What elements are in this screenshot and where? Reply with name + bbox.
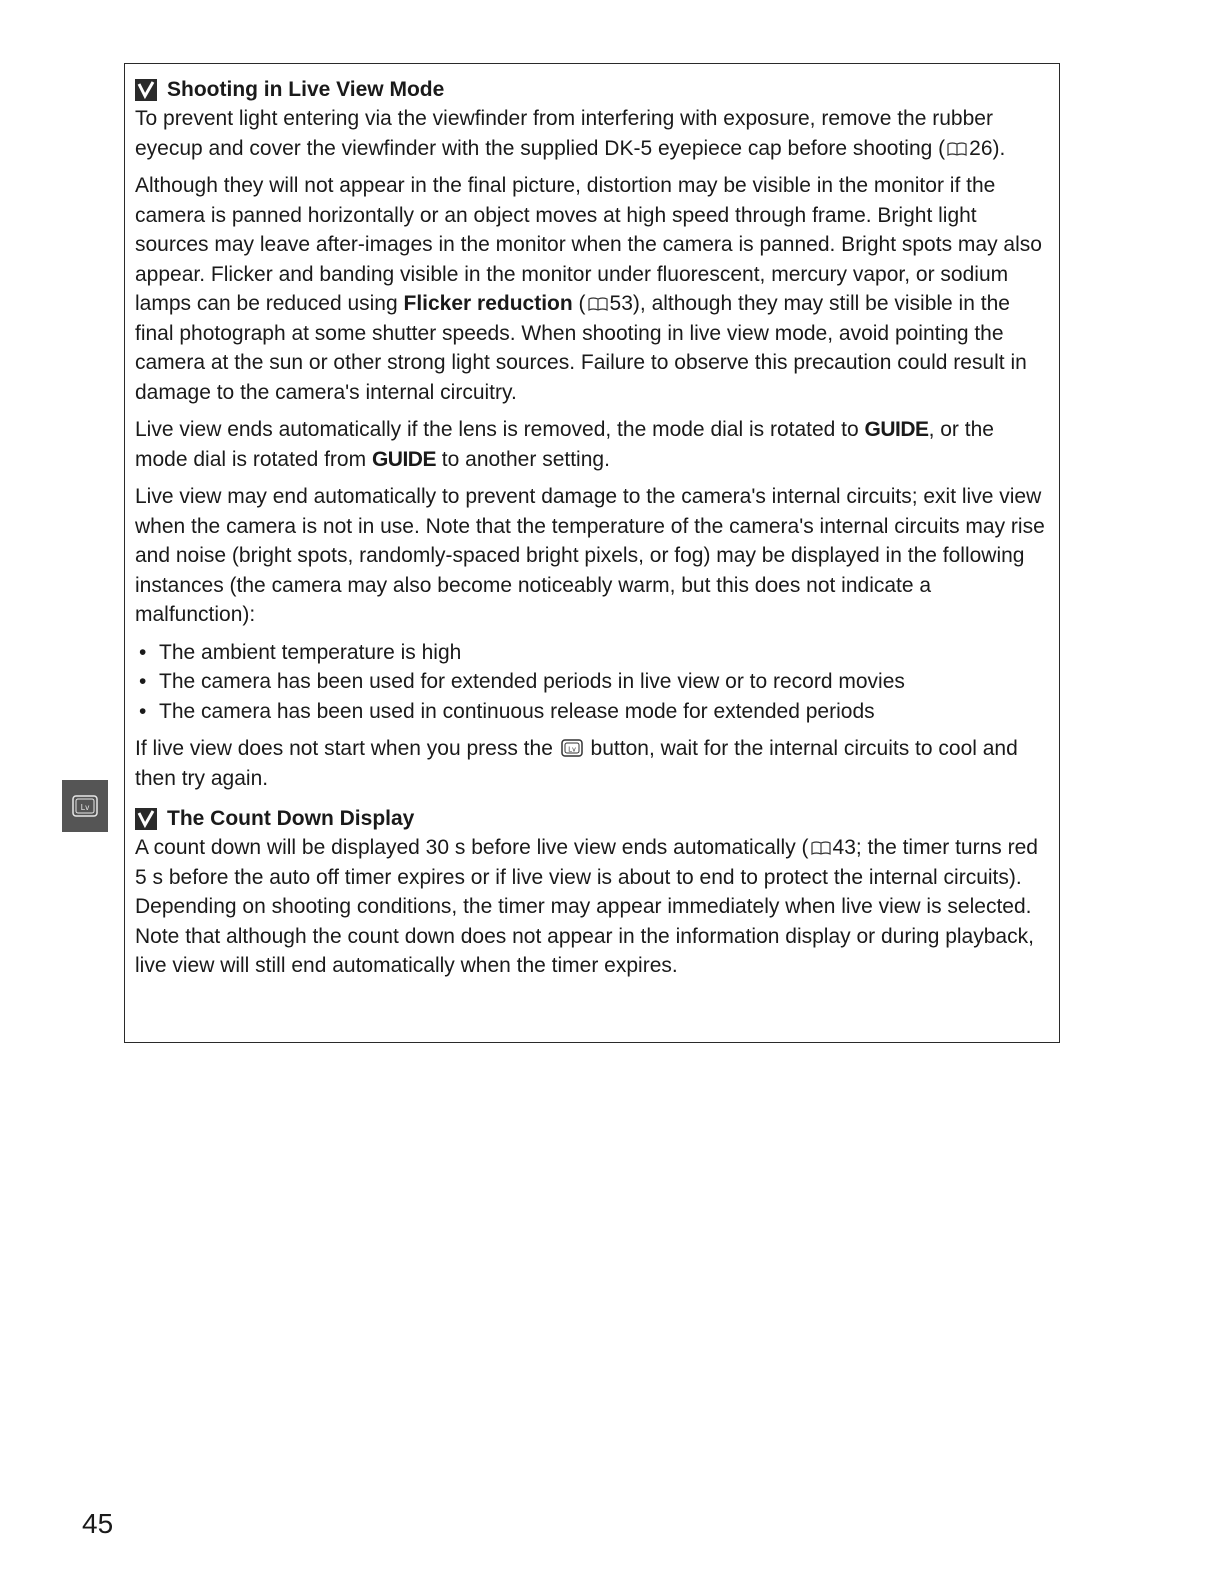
list-item: • The camera has been used in continuous release mode for extended periods — [135, 697, 1045, 727]
guide-mode-label: GUIDE — [864, 418, 929, 441]
paragraph: To prevent light entering via the viewfinder from interfering with exposure, remove the rubber eyecup and cover the viewfinder with the supplied DK-5 eyepiece cap before shooting ( 26). — [135, 107, 1006, 160]
caution-check-icon — [135, 79, 157, 101]
section-shooting-live-view — [135, 76, 1045, 793]
guide-mode-label: GUIDE — [371, 447, 436, 471]
bullet-list — [135, 638, 1045, 727]
chapter-tab-live-view — [62, 780, 108, 832]
page-number: 45 — [82, 1508, 114, 1539]
paragraph: Live view ends automatically if the lens is removed, the mode dial is rotated to GUIDE, or the mode dial is rotated from GUIDE to another setting. — [135, 418, 994, 471]
svg-text:Lv: Lv — [568, 746, 576, 754]
book-reference-icon — [947, 141, 967, 157]
section-count-down-display — [135, 805, 1045, 981]
list-item: • The camera has been used for extended periods in live view or to record movies — [135, 667, 1045, 697]
heading-text: Shooting in Live View Mode — [167, 78, 445, 101]
book-reference-icon — [588, 296, 608, 312]
live-view-icon — [72, 795, 98, 817]
heading-text: The Count Down Display — [167, 807, 415, 830]
note-box — [124, 63, 1060, 1043]
live-view-button-icon — [561, 739, 583, 757]
book-reference-icon — [811, 840, 831, 856]
caution-check-icon — [135, 808, 157, 830]
menu-item-flicker-reduction: Flicker reduction — [403, 292, 573, 315]
list-item: • The ambient temperature is high — [135, 638, 1045, 668]
svg-text:Lv: Lv — [80, 803, 90, 812]
section-heading — [135, 805, 1045, 833]
paragraph: If live view does not start when you press the Lv button, wait for the internal circuits to cool and then try again. — [135, 737, 1018, 790]
paragraph: A count down will be displayed 30 s before live view ends automatically ( 43; the timer turns red 5 s before the auto off timer expires or if live view is about to end to protect the internal circuits). Depending on shooting conditions, the timer may appear immediately when live view is selected. Note that although the count down does not appear in the information display or during playback, live view will still end automatically when the timer expires. — [135, 836, 1038, 977]
paragraph: Although they will not appear in the final picture, distortion may be visible in the monitor if the camera is panned horizontally or an object moves at high speed through frame. Bright light sources may leave after-images in the monitor when the camera is panned. Bright spots may also appear. Flicker and banding visible in the monitor under fluorescent, mercury vapor, or sodium lamps can be reduced using Flicker reduction ( 53), although they may still be visible in the final photograph at some shutter speeds. When shooting in live view mode, avoid pointing the camera at the sun or other strong light sources. Failure to observe this precaution could result in damage to the camera's internal circuitry. — [135, 174, 1042, 404]
section-heading — [135, 76, 1045, 104]
paragraph: Live view may end automatically to prevent damage to the camera's internal circuits; exit live view when the camera is not in use. Note that the temperature of the camera's internal circuits may rise and noise (bright spots, randomly-spaced bright pixels, or fog) may be displayed in the following instances (the camera may also become noticeably warm, but this does not indicate a malfunction): — [135, 485, 1045, 626]
